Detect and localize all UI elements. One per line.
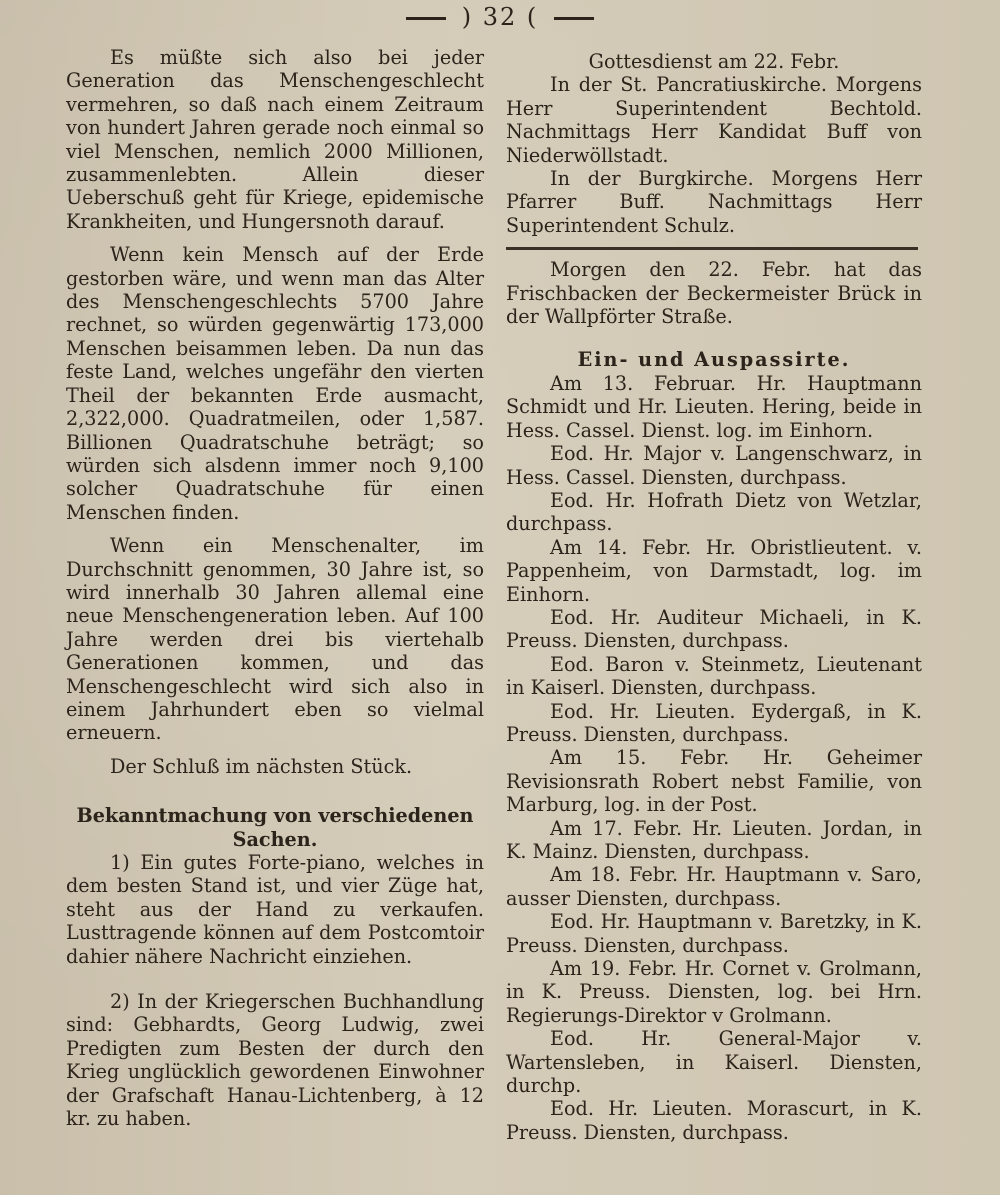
travel-entry: Eod. Hr. Lieuten. Eydergaß, in K. Preuss. Diensten, durchpass.	[506, 699, 922, 746]
notices-heading: Bekanntmachung von verschiedenen Sachen.	[76, 804, 474, 851]
travel-entry: Am 15. Febr. Hr. Geheimer Revisionsrath Robert nebst Familie, von Marburg, log. in der Post.	[506, 746, 922, 817]
article-paragraph: Es müßte sich also bei jeder Generation das Menschengeschlecht vermehren, so daß nach einem Zeitraum von hundert Jahren gerade noch einmal so viel Menschen, nemlich 2000 Millionen, zusammenlebten. Allein dieser Ueberschuß geht für Kriege, epidemische Krankheiten, und Hungersnoth darauf.	[66, 46, 484, 233]
page-number: ) 32 (	[461, 3, 539, 31]
travel-entry: Eod. Hr. Lieuten. Morascurt, in K. Preuss. Diensten, durchpass.	[506, 1097, 922, 1144]
travel-entry: Am 13. Februar. Hr. Hauptmann Schmidt und Hr. Lieuten. Hering, beide in Hess. Cassel. Dienst. log. im Einhorn.	[506, 371, 922, 442]
travel-entry: Eod. Hr. Auditeur Michaeli, in K. Preuss. Diensten, durchpass.	[506, 605, 922, 653]
travel-entry: Eod. Hr. Hauptmann v. Baretzky, in K. Preuss. Diensten, durchpass.	[506, 910, 922, 957]
travel-heading: Ein- und Auspassirte.	[577, 348, 851, 372]
travel-entry: Am 17. Febr. Hr. Lieuten. Jordan, in K. Mainz. Diensten, durchpass.	[506, 816, 922, 863]
travel-entry: Eod. Hr. General-Major v. Wartensleben, in Kaiserl. Diensten, durchp.	[506, 1027, 922, 1098]
travel-list	[506, 372, 922, 1144]
section-divider	[506, 247, 918, 250]
left-column	[66, 46, 484, 1130]
article-paragraph: Wenn ein Menschenalter, im Durchschnitt genommen, 30 Jahre ist, so wird innerhalb 30 Jahren allemal eine neue Menschengeneration leben. Auf 100 Jahre werden drei bis viertehalb Generationen kommen, und das Menschengeschlecht wird sich also in einem Jahrhundert eben so vielmal erneuern.	[66, 534, 484, 745]
bakery-notice: Morgen den 22. Febr. hat das Frischbacken der Beckermeister Brück in der Wallpförter Straße.	[506, 258, 922, 329]
travel-entry: Eod. Baron v. Steinmetz, Lieutenant in Kaiserl. Diensten, durchpass.	[506, 652, 922, 700]
service-heading: Gottesdienst am 22. Febr.	[588, 50, 840, 73]
article-paragraph: Wenn kein Mensch auf der Erde gestorben wäre, und wenn man das Alter des Menschengeschlechts 5700 Jahre rechnet, so würden gegenwärtig 173,000 Menschen beisammen leben. Da nun das feste Land, welches ungefähr den vierten Theil der bekannten Erde ausmacht, 2,322,000. Quadratmeilen, oder 1,587. Billionen Quadratschuhe beträgt; so würden sich alsdenn immer noch 9,100 solcher Quadratschuhe für einen Menschen finden.	[66, 243, 484, 524]
service-entry: In der Burgkirche. Morgens Herr Pfarrer Buff. Nachmittags Herr Superintendent Schulz.	[506, 167, 922, 237]
page-header	[0, 4, 1000, 30]
travel-entry: Am 18. Febr. Hr. Hauptmann v. Saro, ausser Diensten, durchpass.	[506, 863, 922, 910]
notice-item: 1) Ein gutes Forte-piano, welches in dem besten Stand ist, und vier Züge hat, steht aus der Hand zu verkaufen. Lusttragende können auf dem Postcomtoir dahier nähere Nachricht einziehen.	[66, 851, 484, 968]
header-rule-left	[406, 17, 446, 20]
service-entry: In der St. Pancratiuskirche. Morgens Herr Superintendent Bechtold. Nachmittags Herr Kandidat Buff von Niederwöllstadt.	[506, 73, 922, 167]
travel-entry: Eod. Hr. Hofrath Dietz von Wetzlar, durchpass.	[506, 488, 922, 536]
notice-item: 2) In der Kriegerschen Buchhandlung sind: Gebhardts, Georg Ludwig, zwei Predigten zum Besten der durch den Krieg unglücklich gewordenen Einwohner der Grafschaft Hanau-Lichtenberg, à 12 kr. zu haben.	[66, 990, 484, 1131]
continuation-note: Der Schluß im nächsten Stück.	[110, 754, 413, 778]
right-column	[506, 50, 922, 1144]
travel-entry: Eod. Hr. Major v. Langenschwarz, in Hess. Cassel. Diensten, durchpass.	[506, 442, 922, 489]
travel-entry: Am 19. Febr. Hr. Cornet v. Grolmann, in K. Preuss. Diensten, log. bei Hrn. Regierungs-Direktor v Grolmann.	[506, 957, 922, 1027]
travel-entry: Am 14. Febr. Hr. Obristlieutent. v. Pappenheim, von Darmstadt, log. im Einhorn.	[506, 535, 922, 606]
header-rule-right	[554, 17, 594, 20]
